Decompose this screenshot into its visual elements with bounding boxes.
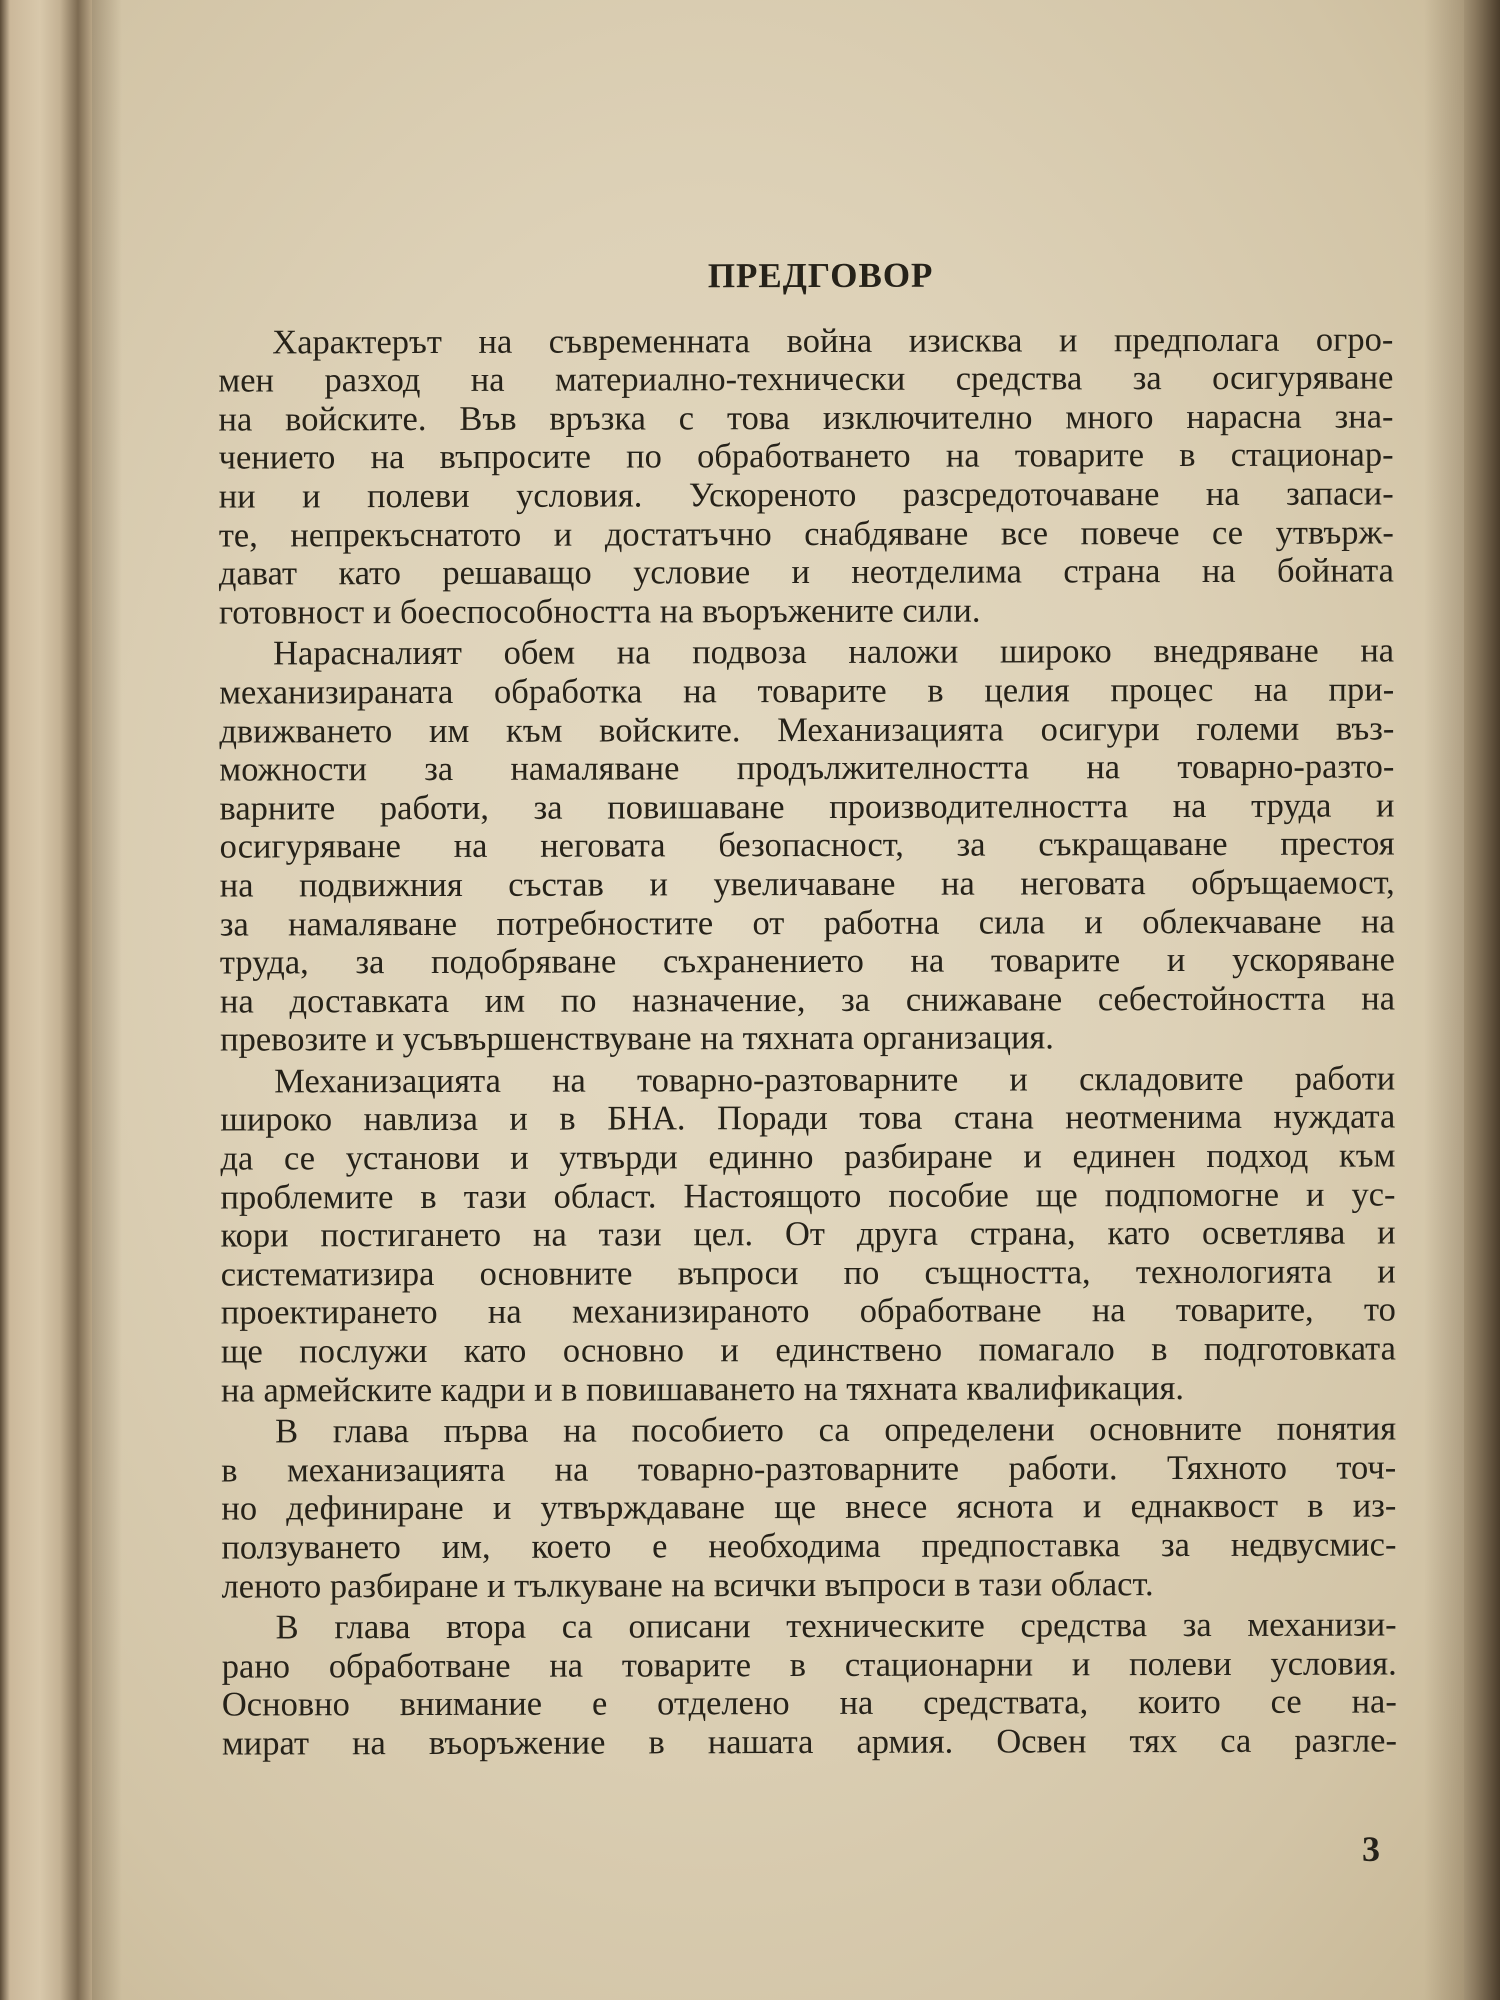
paragraph xyxy=(221,1410,1397,1606)
text-line: проблемите в тази област. Настоящото пособие ще подпомогне и ус- xyxy=(220,1175,1396,1217)
text-line: труда, за подобряване съхранението на товарите и ускоряване xyxy=(219,940,1395,982)
text-line: варните работи, за повишаване производителността на труда и xyxy=(219,786,1395,828)
text-line: движването им към войските. Механизацията осигури големи въз- xyxy=(219,708,1395,751)
text-line: на доставката им по назначение, за снижаване себестойността на xyxy=(219,979,1396,1021)
text-line: Характерът на съвременната война изисква и предполага огро- xyxy=(272,320,1394,361)
text-line: осигуряване на неговата безопасност, за съкращаване престоя xyxy=(219,824,1395,866)
paragraph xyxy=(222,1606,1397,1763)
text-line: превозите и усъвършенствуване на тяхната организация. xyxy=(220,1018,1054,1059)
text-line: чението на въпросите по обработването на товарите в стационар- xyxy=(218,435,1394,477)
text-line: мен разход на материално-технически средства за осигуряване xyxy=(218,358,1394,400)
text-line: Нарасналият обем на подвоза наложи широко внедряване на xyxy=(273,631,1395,673)
paragraph xyxy=(218,320,1394,632)
text-line: механизираната обработка на товарите в целия процес на при- xyxy=(219,670,1395,712)
text-line: на армейските кадри и в повишаването на тяхната квалификация. xyxy=(220,1368,1185,1410)
page-title: ПРЕДГОВОР xyxy=(707,255,934,296)
text-line: готовност и боеспособността на въоръжените сили. xyxy=(218,591,981,632)
text-line: В глава първа на пособието са определени основните понятия xyxy=(275,1409,1397,1451)
text-line: Механизацията на товарно-разтоварните и складовите работи xyxy=(274,1059,1396,1101)
text-line: да се установи и утвърди единно разбиране и единен подход към xyxy=(220,1136,1396,1178)
text-line: рано обработване на товарите в стационарни и полеви условия. xyxy=(221,1644,1397,1686)
paragraph xyxy=(220,1059,1396,1409)
text-line: ползуването им, което е необходима предпоставка за недвусмис- xyxy=(221,1525,1397,1567)
text-line: широко навлиза и в БНА. Поради това стана неотменима нуждата xyxy=(220,1097,1396,1140)
text-line: на войските. Във връзка с това изключително много нараснa зна- xyxy=(218,397,1394,439)
text-line: дават като решаващо условие и неотделима страна на бойната xyxy=(218,551,1394,593)
text-line: на подвижния състав и увеличаване на неговата обръщаемост, xyxy=(219,863,1395,905)
text-line: проектирането на механизираното обработване на товарите, то xyxy=(220,1290,1396,1332)
text-line: за намаляване потребностите от работна сила и облекчаване на xyxy=(219,901,1395,944)
text-line: ще послужи като основно и единствено помагало в подготовката xyxy=(220,1329,1396,1371)
text-line: но дефиниране и утвърждаване ще внесе яснота и еднаквост в из- xyxy=(221,1486,1397,1528)
text-line: в механизацията на товарно-разтоварните работи. Тяхното точ- xyxy=(221,1448,1397,1490)
text-line: В глава втора са описани техническите средства за механизи- xyxy=(275,1605,1397,1647)
text-line: леното разбиране и тълкуване на всички въпроси в тази област. xyxy=(221,1564,1154,1606)
text-line: ни и полеви условия. Ускореното разсредоточаване на запаси- xyxy=(218,474,1394,516)
preface-body xyxy=(218,320,1397,1763)
text-line: систематизира основните въпроси по същността, технологията и xyxy=(220,1252,1396,1294)
text-line: можности за намаляване продължителността на товарно-разто- xyxy=(219,747,1395,789)
page-number: 3 xyxy=(1362,1829,1380,1869)
book-page xyxy=(92,0,1464,2000)
page-text xyxy=(218,228,1397,1766)
paragraph xyxy=(219,632,1395,1060)
text-line: кори постигането на тази цел. От друга страна, като осветлява и xyxy=(220,1213,1396,1255)
text-line: Основно внимание е отделено на средствата, които се на- xyxy=(221,1682,1397,1724)
text-line: мират на въоръжение в нашата армия. Освен тях са разгле- xyxy=(221,1721,1397,1763)
text-line: те, непрекъснатото и достатъчно снабдяване все повече се утвърж- xyxy=(218,513,1394,555)
